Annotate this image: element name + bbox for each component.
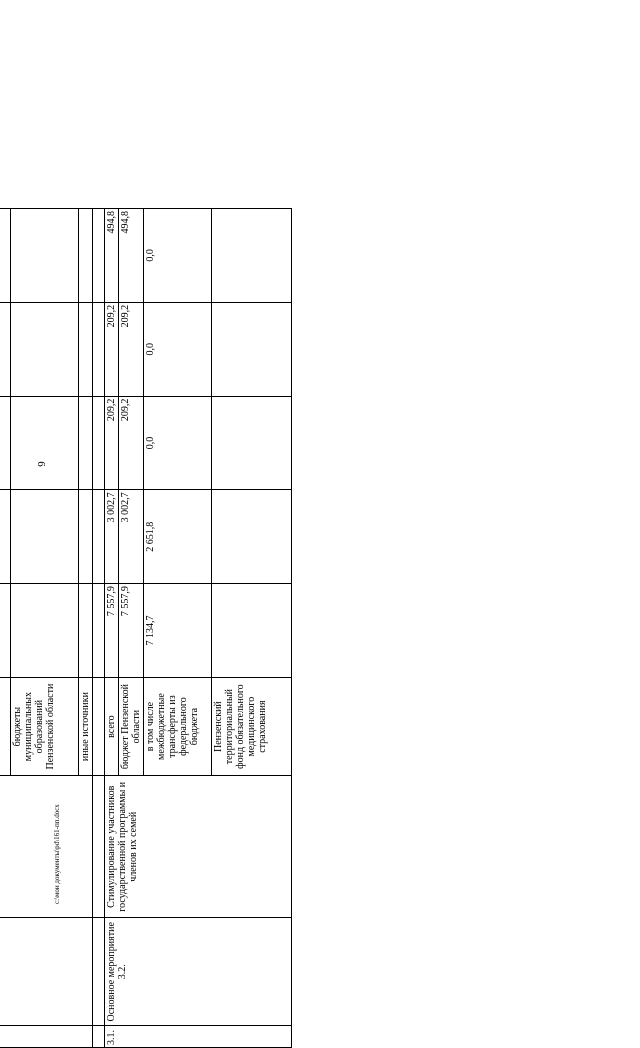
value-cell xyxy=(0,396,11,490)
value-cell xyxy=(11,209,79,303)
source-label: иные источники xyxy=(79,677,93,776)
value-cell xyxy=(79,584,93,678)
value-cell xyxy=(79,302,93,396)
source-label xyxy=(0,677,11,776)
source-label: в том числе межбюджетные трансферты из федерального бюджета xyxy=(144,677,212,776)
source-label: всего xyxy=(105,677,119,776)
value-cell: 209,2 xyxy=(119,396,144,490)
value-cell xyxy=(79,396,93,490)
value-cell: 3 002,7 xyxy=(105,490,119,584)
value-cell: 209,2 xyxy=(105,396,119,490)
value-cell xyxy=(212,396,292,490)
row-number: 3.1. xyxy=(105,1026,292,1048)
source-label: бюджет Пензенской области xyxy=(119,677,144,776)
event-goal: Стимулирование участников государственной программы и членов их семей xyxy=(105,776,292,918)
value-cell: 209,2 xyxy=(119,302,144,396)
value-cell: 7 557,9 xyxy=(105,584,119,678)
value-cell: 0,0 xyxy=(144,209,212,303)
value-cell xyxy=(212,584,292,678)
event-name: Основное мероприятие 3.2. xyxy=(105,918,292,1026)
value-cell xyxy=(11,490,79,584)
value-cell xyxy=(0,490,11,584)
value-cell xyxy=(212,490,292,584)
table-row xyxy=(105,209,119,1048)
value-cell xyxy=(0,209,11,303)
value-cell xyxy=(11,302,79,396)
value-cell xyxy=(11,584,79,678)
value-cell: 0,0 xyxy=(144,302,212,396)
value-cell: 0,0 xyxy=(144,396,212,490)
page-number: 6 xyxy=(34,461,47,467)
value-cell xyxy=(11,396,79,490)
rotated-table-area xyxy=(0,208,375,1048)
value-cell: 494,8 xyxy=(119,209,144,303)
footer-path: c:\мои документы\pd\161-пп.docx xyxy=(53,804,61,904)
value-cell: 3 002,7 xyxy=(119,490,144,584)
value-cell: 7 557,9 xyxy=(119,584,144,678)
value-cell: 209,2 xyxy=(105,302,119,396)
value-cell xyxy=(212,302,292,396)
value-cell: 7 134,7 xyxy=(144,584,212,678)
subprogram-goal xyxy=(0,776,93,918)
value-cell xyxy=(0,584,11,678)
value-cell xyxy=(212,209,292,303)
source-label: бюджеты муниципальных образований Пензенской области xyxy=(11,677,79,776)
budget-table xyxy=(0,208,292,1048)
source-label: Пензенский территориальный фонд обязательного медицинского страхования xyxy=(212,677,292,776)
subprogram-name xyxy=(0,918,93,1026)
value-cell xyxy=(79,490,93,584)
value-cell: 494,8 xyxy=(105,209,119,303)
row-number xyxy=(0,1026,93,1048)
separator-row xyxy=(93,209,105,1048)
value-cell xyxy=(79,209,93,303)
value-cell xyxy=(0,302,11,396)
value-cell: 2 651,8 xyxy=(144,490,212,584)
